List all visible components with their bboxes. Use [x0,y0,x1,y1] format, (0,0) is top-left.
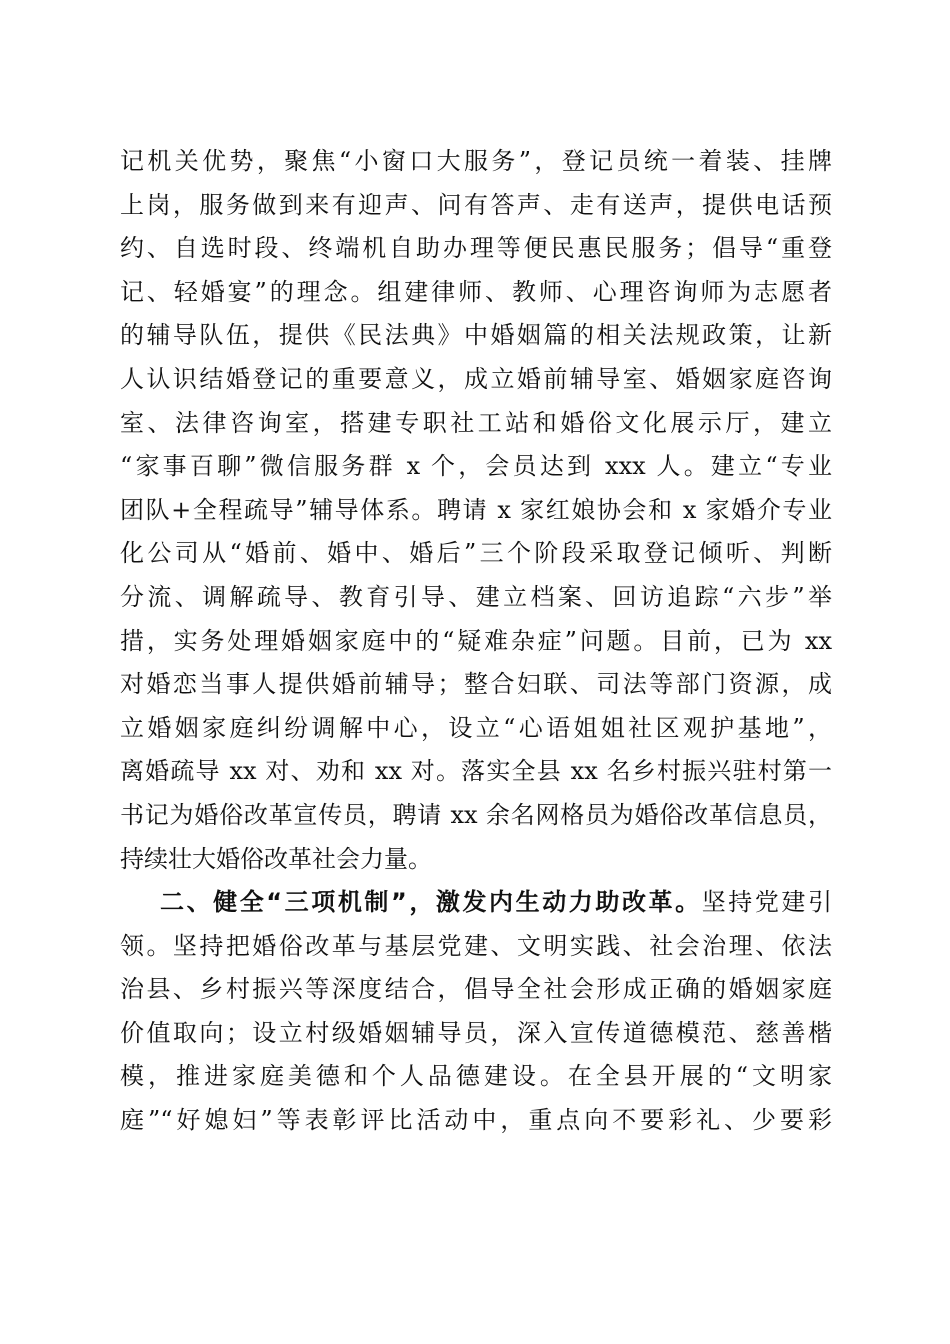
text-line: 团队+全程疏导”辅导体系。聘请 x 家红娘协会和 x 家婚介专业 [120,495,832,524]
section-2-heading: 二、健全“三项机制”，激发内生动力助改革。 [160,888,702,917]
text-line: 室、法律咨询室，搭建专职社工站和婚俗文化展示厅，建立 [120,408,832,437]
text-line: 书记为婚俗改革宣传员，聘请 xx 余名网格员为婚俗改革信息员， [120,800,832,829]
text-line: 措，实务处理婚姻家庭中的“疑难杂症”问题。目前，已为 xx [120,626,832,655]
section-heading-line [120,881,832,925]
text-line: 庭”“好媳妇”等表彰评比活动中，重点向不要彩礼、少要彩 [120,1106,832,1135]
text-line: “家事百聊”微信服务群 x 个，会员达到 xxx 人。建立“专业 [120,452,832,481]
text-line: 模，推进家庭美德和个人品德建设。在全县开展的“文明家 [120,1062,832,1091]
text-line: 记、轻婚宴”的理念。组建律师、教师、心理咨询师为志愿者 [120,277,832,306]
text-line: 人认识结婚登记的重要意义，成立婚前辅导室、婚姻家庭咨询 [120,364,832,393]
text-line: 约、自选时段、终端机自助办理等便民惠民服务；倡导“重登 [120,234,832,263]
text-line: 对婚恋当事人提供婚前辅导；整合妇联、司法等部门资源，成 [120,670,832,699]
text-line: 分流、调解疏导、教育引导、建立档案、回访追踪“六步”举 [120,582,832,611]
text-line: 价值取向；设立村级婚姻辅导员，深入宣传道德模范、慈善楷 [120,1018,832,1047]
text-line: 持续壮大婚俗改革社会力量。 [120,844,432,873]
section-2-intro: 坚持党建引 [701,888,832,917]
body-text [120,140,832,1143]
text-line: 的辅导队伍，提供《民法典》中婚姻篇的相关法规政策，让新 [120,321,832,350]
text-line: 领。坚持把婚俗改革与基层党建、文明实践、社会治理、依法 [120,931,832,960]
text-line: 上岗，服务做到来有迎声、问有答声、走有送声，提供电话预 [120,190,832,219]
text-line: 记机关优势，聚焦“小窗口大服务”，登记员统一着装、挂牌 [120,147,832,175]
text-line: 离婚疏导 xx 对、劝和 xx 对。落实全县 xx 名乡村振兴驻村第一 [120,757,832,786]
text-line: 化公司从“婚前、婚中、婚后”三个阶段采取登记倾听、判断 [120,539,832,568]
text-line: 治县、乡村振兴等深度结合，倡导全社会形成正确的婚姻家庭 [120,975,832,1004]
text-line: 立婚姻家庭纠纷调解中心，设立“心语姐姐社区观护基地”， [120,713,832,742]
